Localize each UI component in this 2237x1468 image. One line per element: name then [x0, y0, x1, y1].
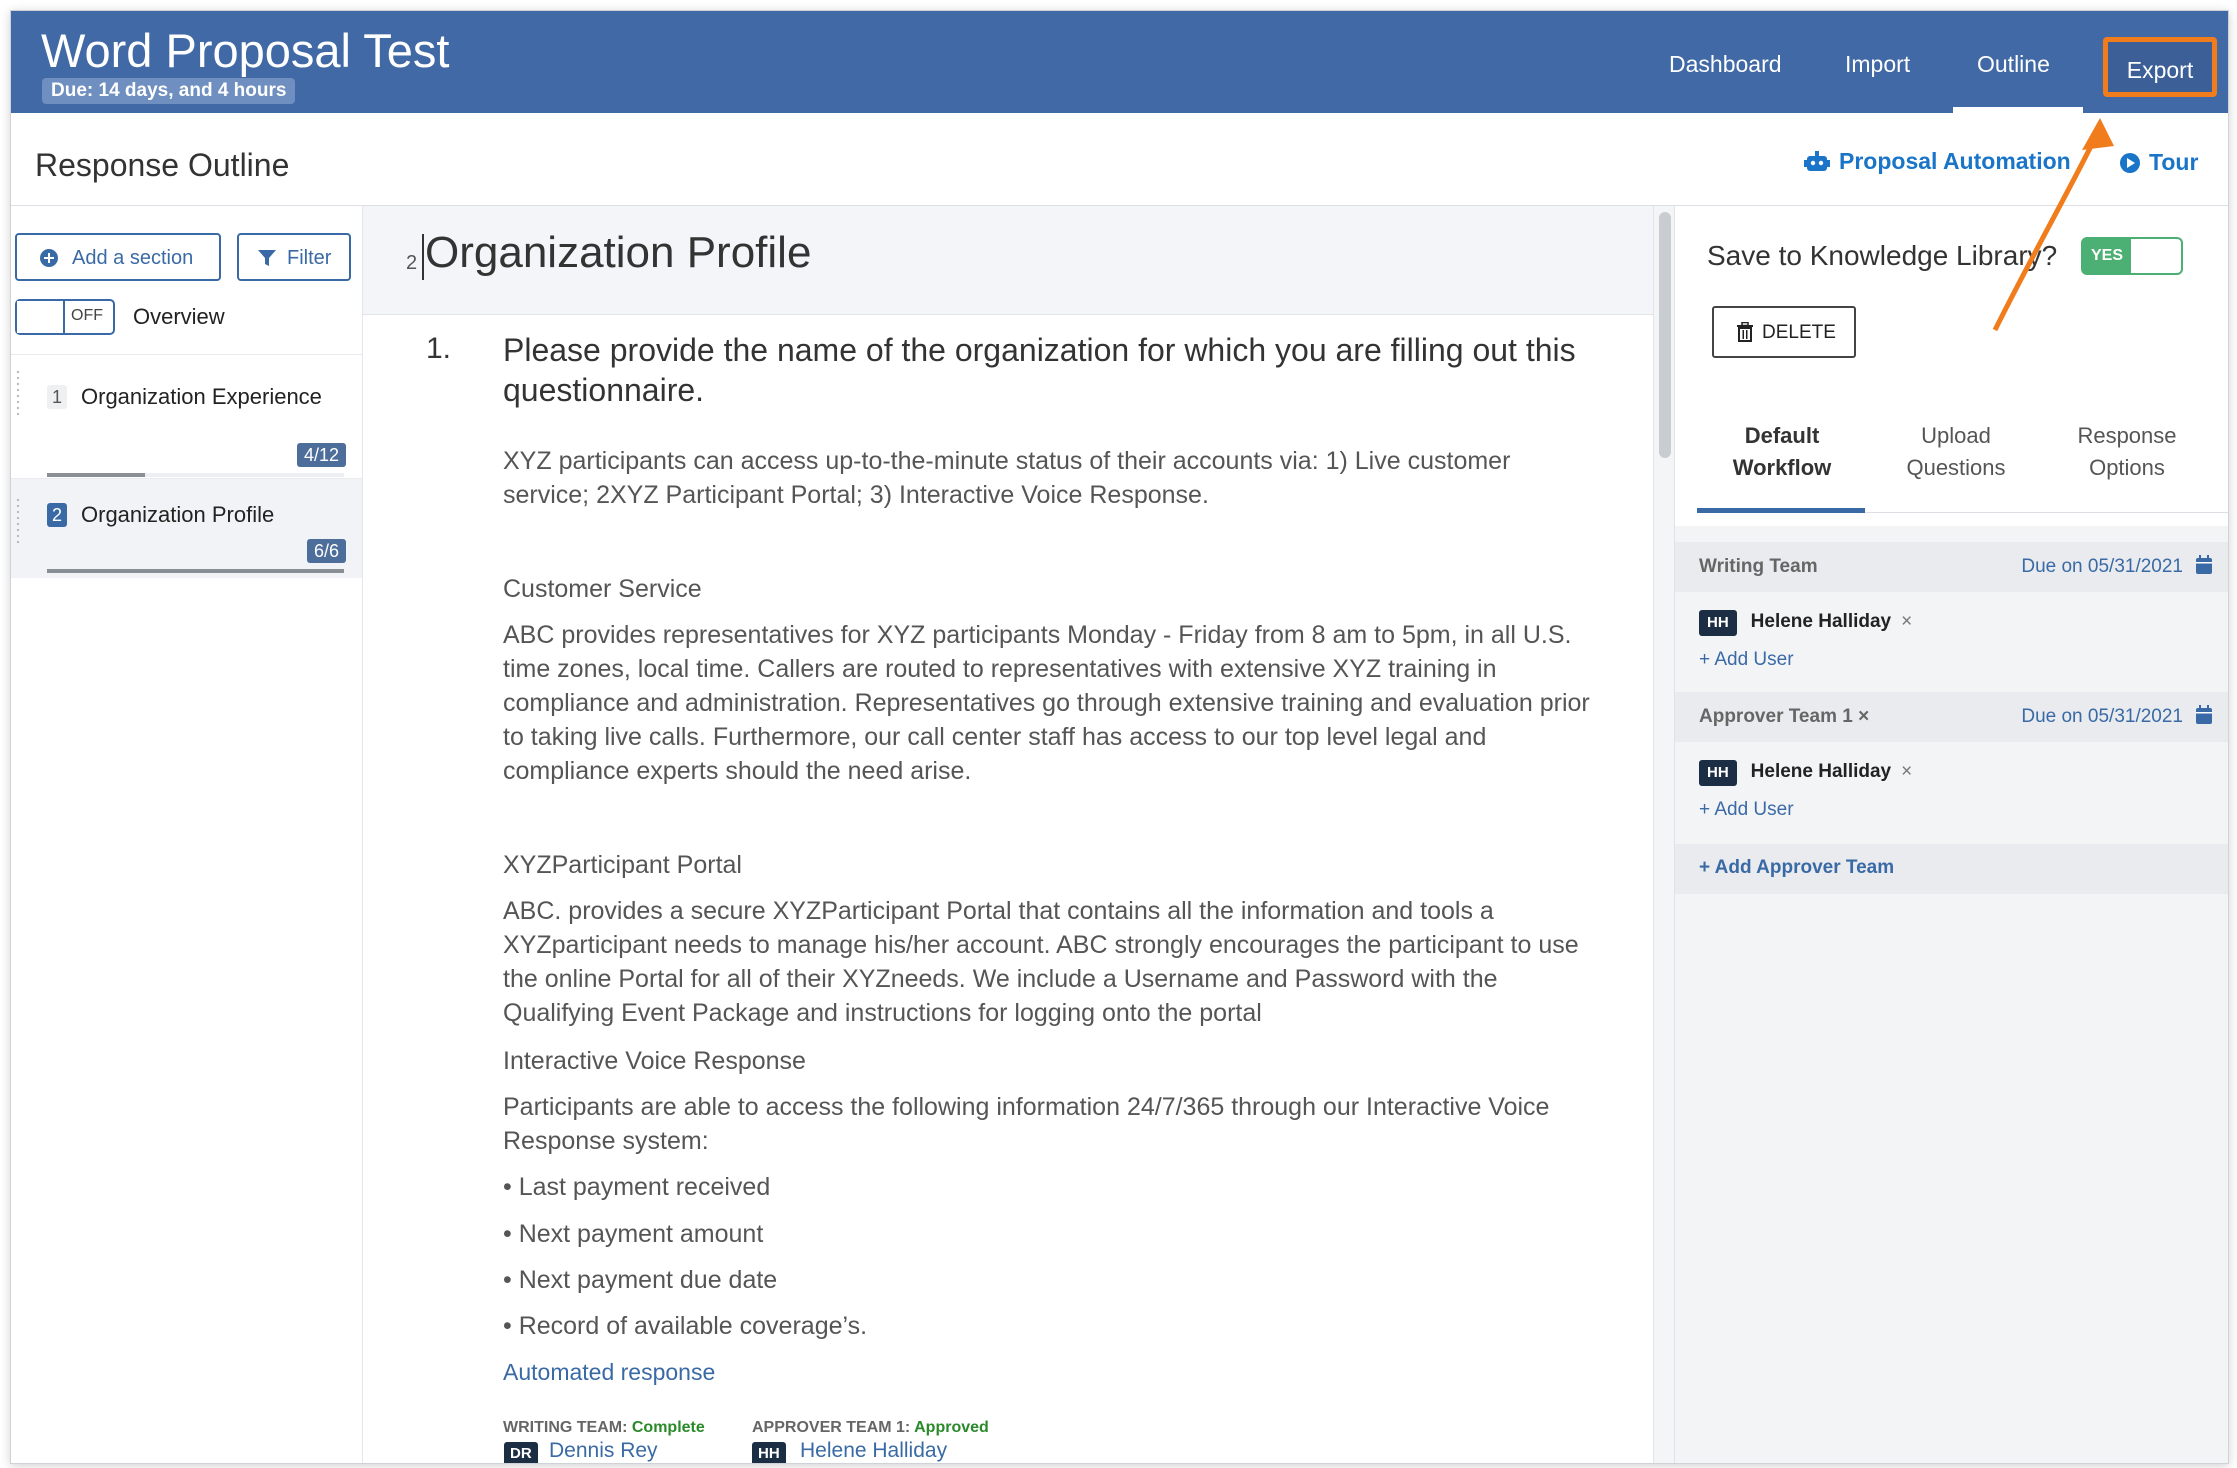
add-section-button[interactable] — [15, 233, 221, 281]
trash-icon — [1736, 322, 1754, 342]
team-due-date[interactable]: Due on 05/31/2021 — [2021, 706, 2183, 727]
tour-link[interactable]: Tour — [2149, 149, 2199, 175]
add-user-button[interactable]: + Add User — [1699, 799, 1794, 820]
toggle-state: OFF — [71, 307, 103, 324]
drag-handle-icon[interactable] — [15, 369, 21, 419]
delete-label: DELETE — [1762, 322, 1836, 343]
section-title-input[interactable]: Organization Profile — [425, 228, 812, 277]
section-number: 1 — [47, 385, 67, 409]
response-heading[interactable]: Interactive Voice Response — [503, 1047, 806, 1075]
approver-team-status — [752, 1419, 989, 1437]
nav-dashboard[interactable]: Dashboard — [1669, 51, 1782, 77]
team-due-date[interactable]: Due on 05/31/2021 — [2021, 556, 2183, 577]
section-progress-fill — [47, 569, 344, 573]
text-cursor — [422, 234, 424, 280]
add-user-button[interactable]: + Add User — [1699, 649, 1794, 670]
nav-export[interactable] — [2103, 37, 2217, 97]
play-circle-icon — [2119, 152, 2141, 174]
avatar: DR — [504, 1442, 538, 1464]
section-number: 2 — [47, 503, 67, 527]
writing-team-label: WRITING TEAM: — [503, 1419, 628, 1436]
scrollbar-thumb[interactable] — [1659, 212, 1671, 458]
team-name: Writing Team — [1699, 556, 1818, 577]
top-bar — [11, 11, 2228, 113]
writing-team-state: Complete — [631, 1419, 705, 1436]
subheader — [11, 113, 2228, 206]
filter-label: Filter — [287, 247, 332, 269]
team-member — [1699, 608, 1912, 636]
section-progress-fill — [47, 473, 145, 477]
tab-upload-questions[interactable]: Upload Questions — [1906, 423, 2006, 480]
app-window — [10, 10, 2229, 1464]
response-paragraph[interactable]: XYZ participants can access up-to-the-minute status of their accounts via: 1) Live customer service; 2XYZ Participant Portal; 3) Interactive Voice Response. — [503, 447, 1511, 509]
tab-default-workflow[interactable]: Default Workflow — [1732, 423, 1832, 480]
section-count-badge: 4/12 — [297, 443, 346, 467]
bullet-item[interactable]: • Next payment due date — [503, 1266, 778, 1294]
toggle-knob — [17, 301, 65, 333]
question-number: 1. — [426, 332, 452, 365]
filter-icon — [257, 248, 277, 268]
section-progress — [47, 569, 344, 573]
writing-user-link[interactable]: Dennis Rey — [549, 1439, 658, 1462]
app-title: Word Proposal Test — [41, 24, 450, 77]
panel-top — [1675, 206, 2229, 526]
overview-toggle[interactable] — [15, 299, 115, 335]
add-approver-team-row — [1675, 844, 2229, 894]
response-paragraph[interactable]: Participants are able to access the following information 24/7/365 through our Interactive Voice Response system: — [503, 1093, 1550, 1155]
page-title: Response Outline — [35, 147, 290, 183]
workflow-panel — [1674, 206, 2229, 1463]
tab-response-options[interactable]: Response Options — [2077, 423, 2177, 480]
section-title: Organization Experience — [81, 384, 322, 409]
bullet-item[interactable]: • Record of available coverage’s. — [503, 1312, 868, 1340]
plus-circle-icon — [39, 248, 59, 268]
section-header — [363, 206, 1653, 315]
calendar-icon[interactable] — [2195, 555, 2213, 575]
writing-team-status — [503, 1419, 705, 1437]
nav-import[interactable]: Import — [1845, 51, 1911, 77]
member-name: Helene Halliday — [1750, 611, 1892, 632]
delete-button[interactable] — [1712, 306, 1856, 358]
team-member — [1699, 758, 1912, 786]
question-text: Please provide the name of the organization for which you are filling out this questionnaire. — [503, 332, 1576, 408]
save-library-toggle[interactable] — [2081, 237, 2183, 275]
avatar: HH — [1699, 610, 1737, 636]
outline-sidebar — [11, 206, 363, 1463]
section-item-2[interactable] — [11, 478, 362, 578]
section-count-badge: 6/6 — [307, 539, 346, 563]
section-progress — [47, 473, 344, 477]
drag-handle-icon[interactable] — [15, 497, 21, 547]
bullet-item[interactable]: • Next payment amount — [503, 1220, 764, 1248]
approver-team-label: APPROVER TEAM 1: — [752, 1419, 911, 1436]
toggle-on-label: YES — [2083, 239, 2131, 273]
approver-team-state: Approved — [914, 1419, 989, 1436]
robot-icon — [1804, 149, 1830, 175]
calendar-icon[interactable] — [2195, 705, 2213, 725]
response-heading[interactable]: XYZParticipant Portal — [503, 851, 742, 879]
remove-member-icon[interactable]: × — [1901, 611, 1913, 632]
avatar: HH — [752, 1442, 786, 1464]
section-number: 2 — [406, 252, 418, 274]
avatar: HH — [1699, 760, 1737, 786]
team-name: Approver Team 1 × — [1699, 706, 1870, 727]
remove-team-icon[interactable]: × — [1858, 706, 1870, 727]
add-section-label: Add a section — [72, 247, 194, 269]
proposal-automation-link[interactable]: Proposal Automation — [1839, 148, 2071, 174]
filter-button[interactable] — [237, 233, 351, 281]
due-badge: Due: 14 days, and 4 hours — [42, 78, 295, 104]
response-heading[interactable]: Customer Service — [503, 575, 702, 603]
response-editor — [363, 206, 1663, 1463]
tab-active-indicator — [1697, 508, 1865, 513]
response-paragraph[interactable]: ABC provides representatives for XYZ participants Monday - Friday from 8 am to 5pm, in all U.S. time zones, local time. Callers are routed to representatives with extensive XYZ training in compliance and administration. Representatives go through extensive training and evaluation prior to taking live calls. Furthermore, our call center staff has access to our top level legal and compliance experts should the need arise. — [503, 621, 1590, 785]
approver-team-header — [1675, 692, 2229, 742]
save-library-label: Save to Knowledge Library? — [1707, 240, 2058, 271]
nav-outline[interactable]: Outline — [1977, 51, 2050, 77]
automated-response-link[interactable]: Automated response — [503, 1359, 716, 1385]
remove-member-icon[interactable]: × — [1901, 761, 1913, 782]
add-approver-team-button[interactable]: + Add Approver Team — [1699, 857, 1895, 878]
member-name: Helene Halliday — [1750, 761, 1892, 782]
writing-team-header — [1675, 542, 2229, 592]
overview-label: Overview — [133, 304, 225, 329]
bullet-item[interactable]: • Last payment received — [503, 1173, 771, 1201]
section-item-1[interactable] — [11, 354, 362, 478]
response-paragraph[interactable]: ABC. provides a secure XYZParticipant Portal that contains all the information and tools a XYZparticipant needs to manage his/her account. ABC strongly encourages the participant to use the online Portal for all of their XYZneeds. We include a Username and Password with the Qualifying Event Package and instructions for logging onto the portal — [503, 897, 1579, 1027]
section-title: Organization Profile — [81, 502, 275, 527]
approver-user-link[interactable]: Helene Halliday — [800, 1439, 948, 1462]
nav-export-label: Export — [2126, 57, 2194, 83]
